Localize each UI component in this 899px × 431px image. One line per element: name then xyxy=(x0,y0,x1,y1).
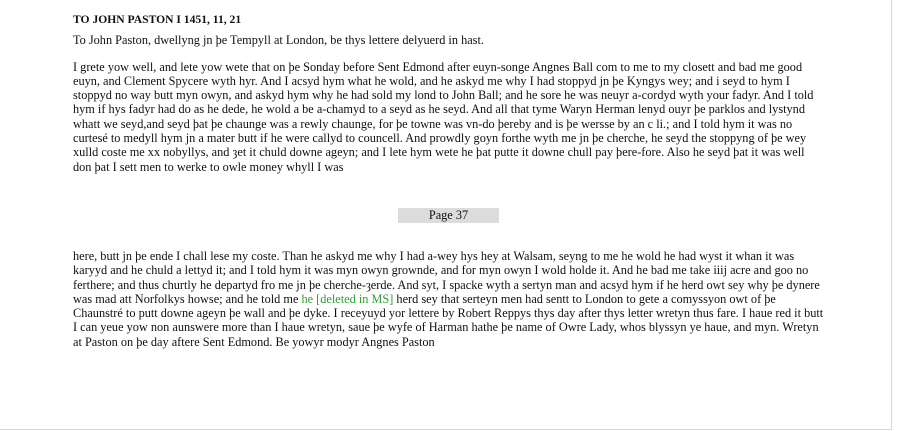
letter-paragraph-2 xyxy=(73,249,825,349)
page-number-bar: Page 37 xyxy=(398,208,499,223)
letter-top xyxy=(73,13,825,174)
editorial-note: he [deleted in MS] xyxy=(301,291,394,306)
paragraph-2-text-after: herd sey that serteyn men had sentt to London to gete a comyssyon owt of þe Chaunstré to putt downe ageyn þe wall and þe dyke. I receyuyd yor lettere by Robert Reppys thys day after thys letter wretyn thus fare. I haue red it butt I can yeue yow non aunswere more than I haue wretyn, saue þe wyfe of Harman hathe þe name of Owre Lady, whos blyssyn ye haue, and myn. Wretyn at Paston on þe day aftere Sent Edmond. Be yowyr modyr Angnes Paston xyxy=(73,291,824,349)
letter-paragraph-1: I grete yow well, and lete yow wete that on þe Sonday before Sent Edmond after euyn-songe Angnes Ball com to me to my closett and bad me good euyn, and Clement Spycere wyth hyr. And I acsyd hym what he wold, and he askyd me why I had stoppyd jn þe Kyngys wey; and i seyd to hym I stoppyd no way butt myn owyn, and askyd hym why he had sold my lond to John Ball; and he sore he was neuyr a-cordyd wyth your fadyr. And I told hym if hys fadyr had do as he dede, he wold a be a-chamyd to a seyd as he seyd. And all that tyme Waryn Herman lenyd ouyr þe parklos and lystynd whatt we seyd,and seyd þat þe chaunge was a rewly chaunge, for þe towne was vn-do þereby and is þe wersse by an c li.; and I told hym it was no curtesé to medyll hym jn a mater butt if he were callyd to councell. And prowdly goyn forthe wyth me jn þe cherche, he seyd the stoppyng of þe wey xulld coste me xx nobyllys, and ȝet it chuld downe ageyn; and I lete hym wete he þat putte it downe chull pay þere-fore. Also he seyd þat it was well don þat I sett men to werke to owle money whyll I was xyxy=(73,59,814,174)
paragraph-2-text-before: here, butt jn þe ende I chall lese my coste. Than he askyd me why I had a-wey hys hey at Walsam, seyng to me he wold he had wyst it whan it was karyyd and he chuld a lettyd it; and I told hym it was myn owyn grownde, and for myn owyn I wold holde it. And he bad me take iiij acre and goo no ferthere; and thus churtly he departyd fro me jn þe cherche-ȝerde. And syt, I spacke wyth a sertyn man and acsyd hym if he herd owt sey why þe dynere was mad att Norfolkys howse; and he told me xyxy=(73,249,820,306)
letter-address: To John Paston, dwellyng jn þe Tempyll at London, be thys lettere delyuerd in hast. xyxy=(73,33,484,48)
letter-title: TO JOHN PASTON I 1451, 11, 21 xyxy=(73,13,242,26)
